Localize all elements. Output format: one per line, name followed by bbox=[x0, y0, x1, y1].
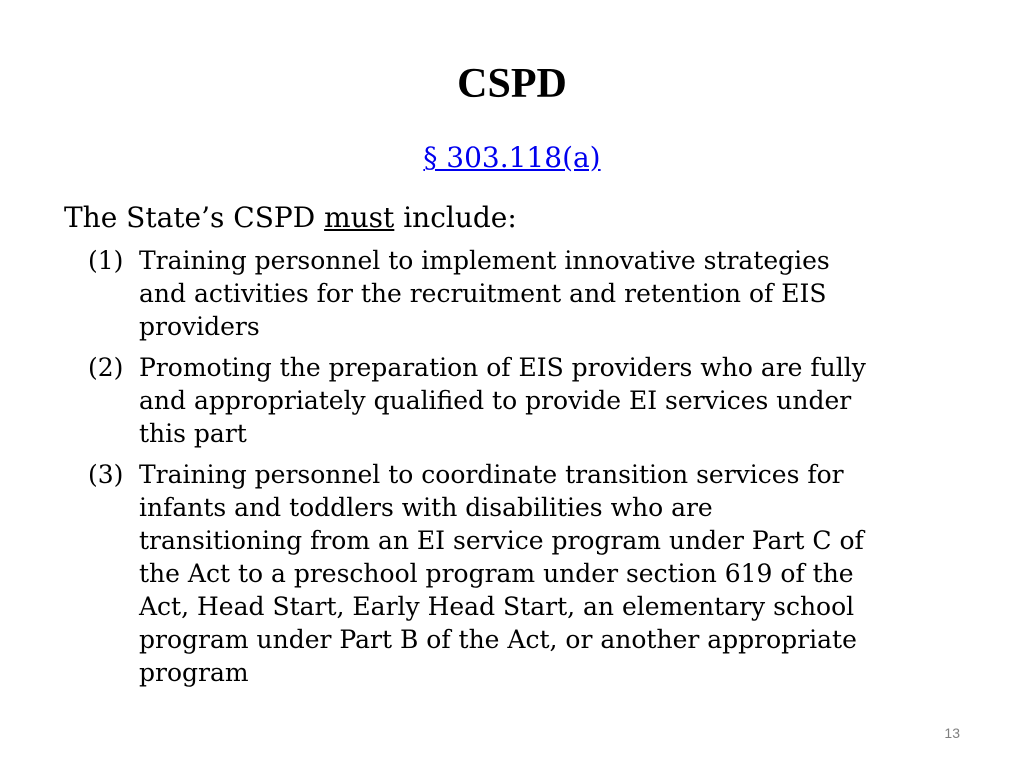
list-item bbox=[88, 351, 980, 450]
intro-sentence bbox=[64, 199, 964, 237]
slide-number: 13 bbox=[944, 725, 960, 741]
list-item-text: Promoting the preparation of EIS providers who are fully and appropriately qualified to provide EI services under this part bbox=[139, 353, 866, 448]
list-item bbox=[88, 244, 980, 343]
intro-emphasis: must bbox=[324, 201, 395, 234]
list-item-number: (3) bbox=[88, 460, 124, 489]
list-item bbox=[88, 458, 980, 689]
citation-line bbox=[0, 140, 1024, 176]
requirements-list bbox=[88, 244, 980, 697]
citation-link[interactable]: § 303.118(a) bbox=[423, 141, 601, 174]
list-item-number: (1) bbox=[88, 246, 124, 275]
intro-suffix: include: bbox=[394, 201, 517, 234]
list-item-number: (2) bbox=[88, 353, 124, 382]
slide-title: CSPD bbox=[457, 61, 567, 107]
list-item-text: Training personnel to implement innovative strategies and activities for the recruitment and retention of EIS providers bbox=[139, 246, 830, 341]
intro-prefix: The State’s CSPD bbox=[64, 201, 325, 234]
list-item-text: Training personnel to coordinate transition services for infants and toddlers with disabilities who are transitioning from an EI service program under Part C of the Act to a preschool program under section 619 of the Act, Head Start, Early Head Start, an elementary school program under Part B of the Act, or another appropriate program bbox=[139, 460, 864, 687]
